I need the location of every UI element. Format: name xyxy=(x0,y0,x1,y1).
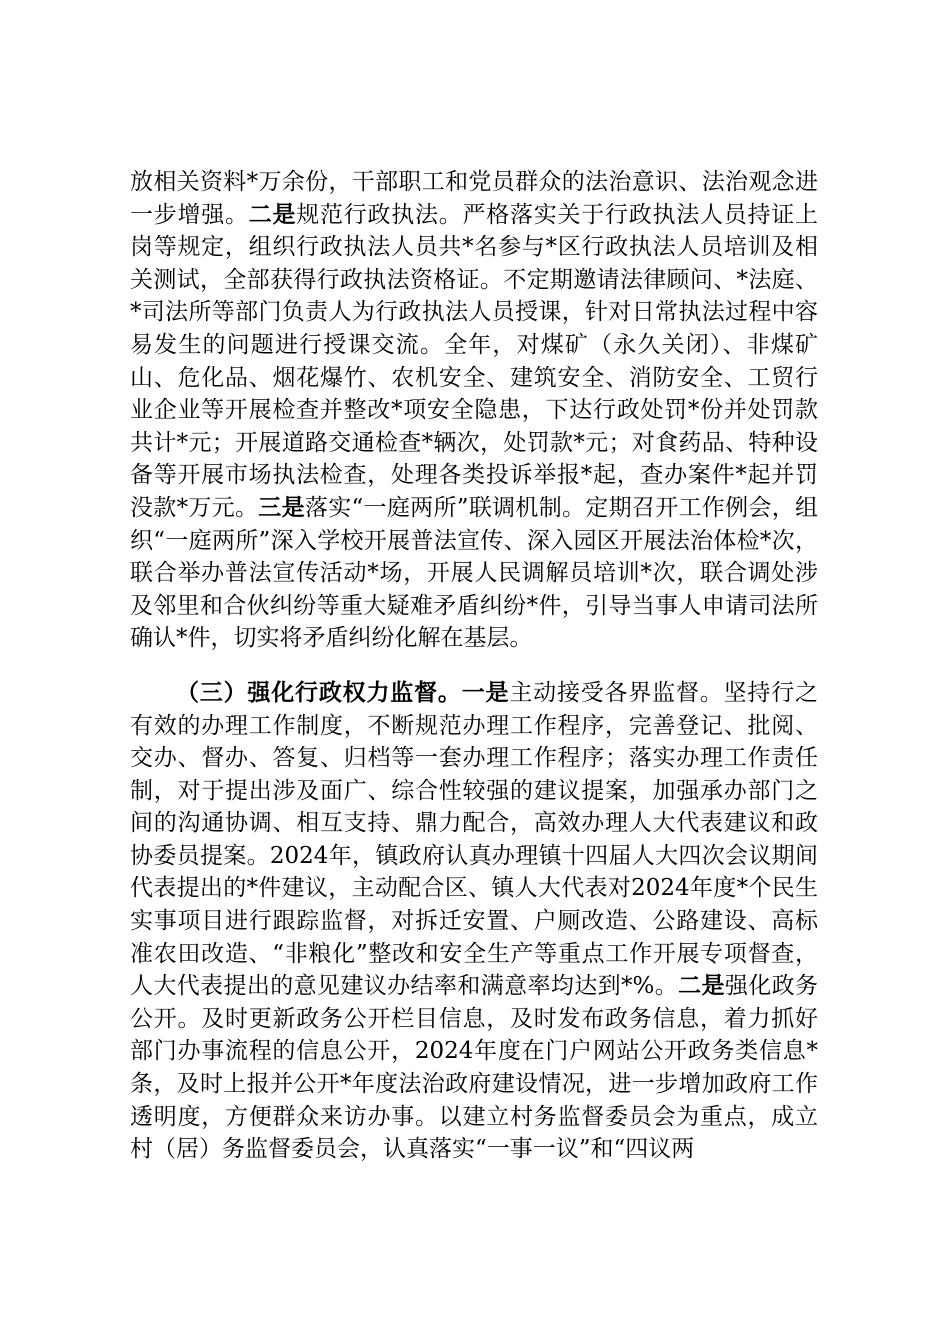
text-run: 强化政务公开。及时更新政务公开栏目信息，及时发布政务信息，着力抓好部门办事流程的信息公开，2024年度在门户网站公开政务类信息*条，及时上报并公开*年度法治政府建设情况，进一步增加政府工作透明度，方便群众来访办事。以建立村务监督委员会为重点，成立村（居）务监督委员会，认真落实“一事一议”和“四议两 xyxy=(130,973,819,1163)
text-run: 放相关资料*万余份，干部职工和党员群众的法治意识、法治观念进一步增强。 xyxy=(130,169,818,228)
bold-lead-term: 二是 xyxy=(248,200,297,228)
paragraph-section-three xyxy=(130,677,818,1166)
bold-lead-term: 二是 xyxy=(678,972,725,1000)
bold-lead-term: 三是 xyxy=(258,493,305,521)
bold-lead-term: 一是 xyxy=(461,678,510,706)
paragraph-continuation xyxy=(130,166,818,655)
text-run: 落实“一庭两所”联调机制。定期召开工作例会，组织“一庭两所”深入学校开展普法宣传、深入园区开展法治体检*次，联合举办普法宣传活动*场，开展人民调解员培训*次，联合调处涉及邻里和合伙纠纷等重大疑难矛盾纠纷*件，引导当事人申请司法所确认*件，切实将矛盾纠纷化解在基层。 xyxy=(130,494,818,652)
text-run: 主动接受各界监督。坚持行之有效的办理工作制度，不断规范办理工作程序，完善登记、批阅、交办、督办、答复、归档等一套办理工作程序；落实办理工作责任制，对于提出涉及面广、综合性较强的建议提案，加强承办部门之间的沟通协调、相互支持、鼎力配合，高效办理人大代表建议和政协委员提案。2024年，镇政府认真办理镇十四届人大四次会议期间代表提出的*件建议，主动配合区、镇人大代表对2024年度*个民生实事项目进行跟踪监督，对拆迁安置、户厕改造、公路建设、高标准农田改造、“非粮化”整改和安全生产等重点工作开展专项督查，人大代表提出的意见建议办结率和满意率均达到*%。 xyxy=(130,679,819,1000)
document-page xyxy=(130,166,818,1166)
text-run: 规范行政执法。严格落实关于行政执法人员持证上岗等规定，组织行政执法人员共*名参与*区行政执法人员培训及相关测试，全部获得行政执法资格证。不定期邀请法律顾问、*法庭、*司法所等部门负责人为行政执法人员授课，针对日常执法过程中容易发生的问题进行授课交流。全年，对煤矿（永久关闭）、非煤矿山、危化品、烟花爆竹、农机安全、建筑安全、消防安全、工贸行业企业等开展检查并整改*项安全隐患，下达行政处罚*份并处罚款共计*元；开展道路交通检查*辆次，处罚款*元；对食药品、特种设备等开展市场执法检查，处理各类投诉举报*起，查办案件*起并罚没款*万元。 xyxy=(130,201,818,521)
section-heading: （三）强化行政权力监督。 xyxy=(176,678,462,706)
